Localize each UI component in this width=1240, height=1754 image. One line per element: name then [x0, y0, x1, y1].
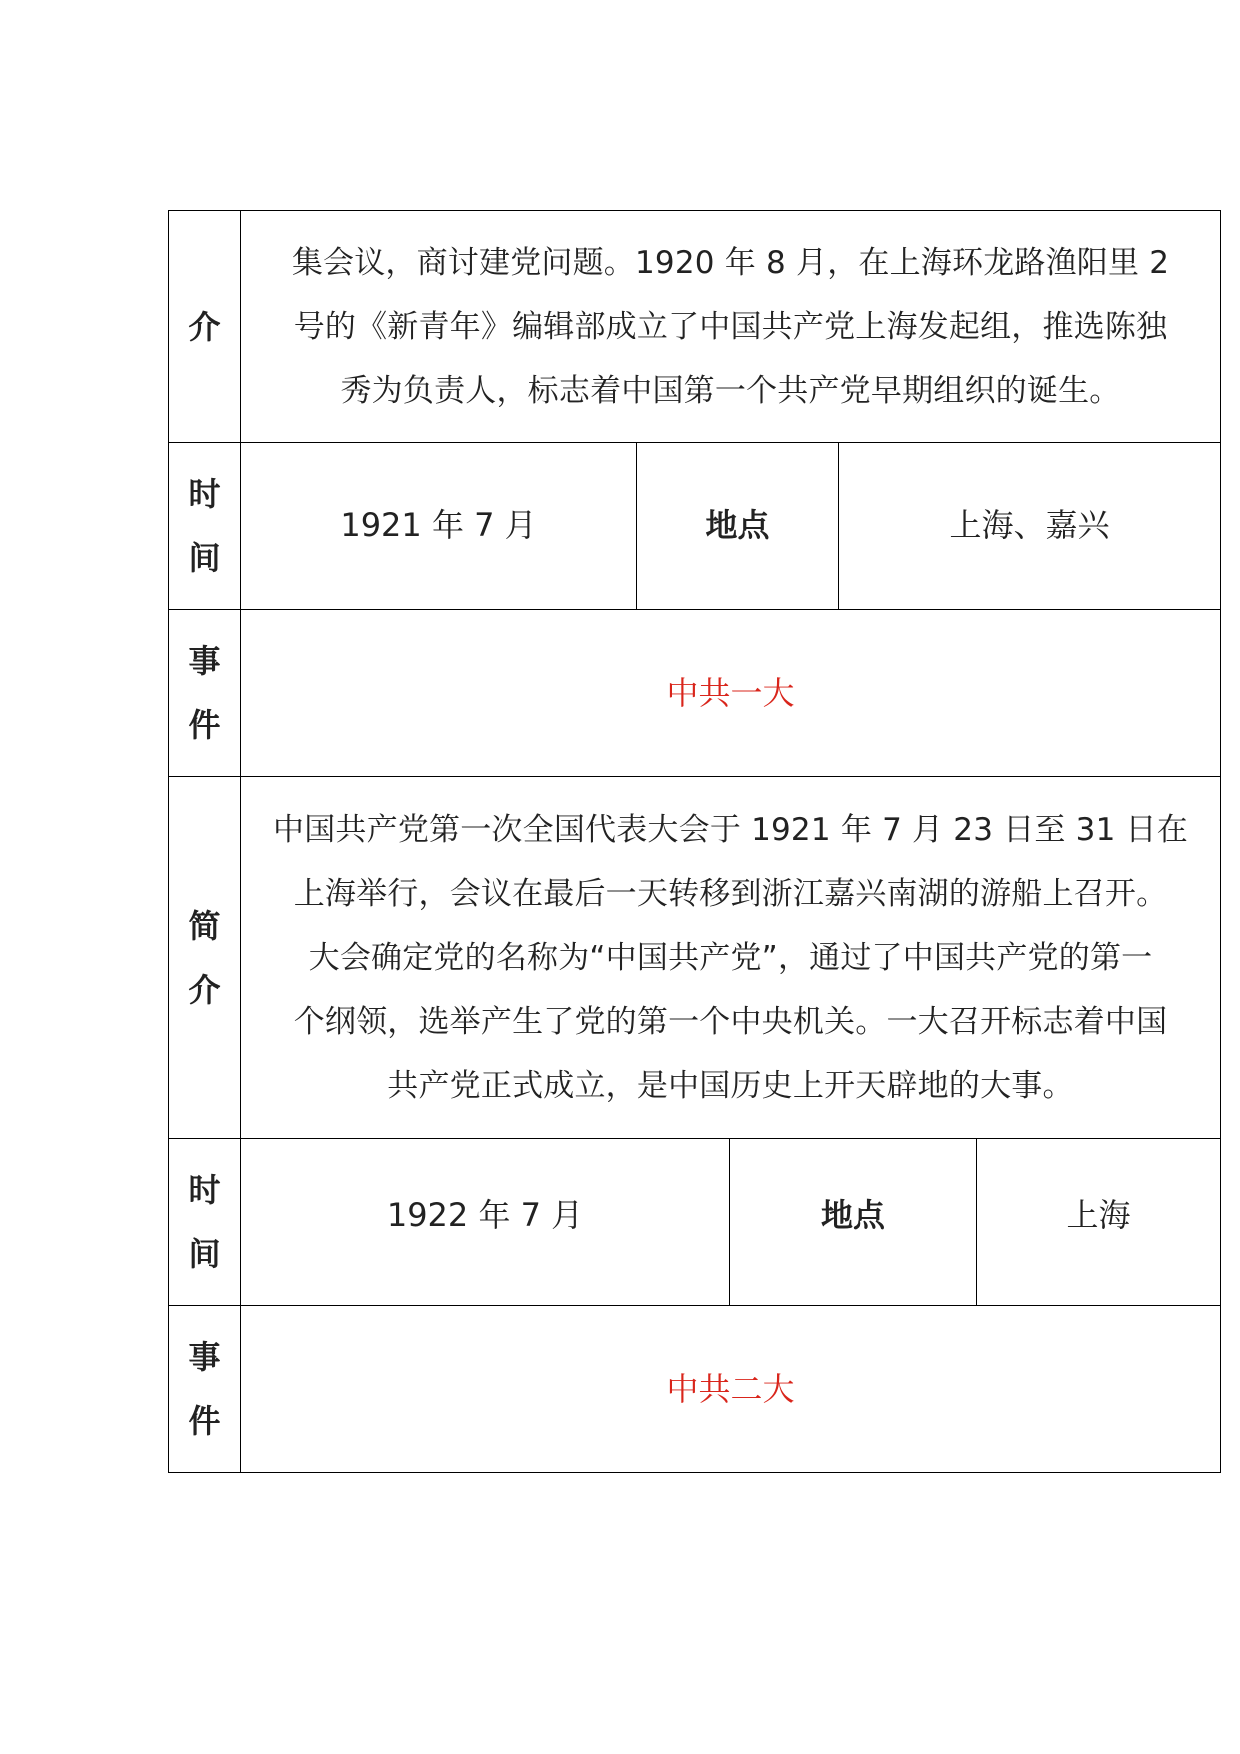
row-header-time-2 [169, 1139, 241, 1305]
place-value-2: 上海 [977, 1139, 1221, 1305]
paragraph-line: 共产党正式成立，是中国历史上开天辟地的大事。 [387, 1067, 1074, 1104]
table-row-time-1 [169, 443, 1221, 610]
place-label-1: 地点 [637, 443, 839, 609]
header-char: 件 [188, 706, 221, 744]
table-row-event-1 [169, 610, 1221, 777]
intro-paragraph-1 [241, 211, 1221, 442]
row-header-time-1 [169, 443, 241, 609]
date-value-2: 1922 年 7 月 [241, 1139, 730, 1305]
header-char: 间 [188, 1235, 221, 1273]
paragraph-line: 秀为负责人，标志着中国第一个共产党早期组织的诞生。 [340, 372, 1121, 409]
date-value-1: 1921 年 7 月 [241, 443, 637, 609]
header-char: 简 [188, 906, 221, 945]
header-char: 介 [188, 970, 221, 1009]
paragraph-line: 集会议，商讨建党问题。1920 年 8 月，在上海环龙路渔阳里 2 [291, 244, 1170, 281]
paragraph-line: 个纲领，选举产生了党的第一个中央机关。一大召开标志着中国 [293, 1003, 1168, 1040]
paragraph-line: 上海举行，会议在最后一天转移到浙江嘉兴南湖的游船上召开。 [293, 875, 1168, 912]
paragraph-line: 中国共产党第一次全国代表大会于 1921 年 7 月 23 日至 31 日在 [273, 811, 1188, 848]
intro-paragraph-2 [241, 777, 1221, 1138]
header-char: 事 [188, 642, 221, 680]
header-char: 件 [188, 1402, 221, 1440]
row-header-intro-1 [169, 211, 241, 442]
table-row-event-2 [169, 1306, 1221, 1473]
event-cell-2 [241, 1306, 1221, 1472]
row-header-event-2 [169, 1306, 241, 1472]
table-row-intro-1 [169, 211, 1221, 443]
event-cell-1 [241, 610, 1221, 776]
event-title-1: 中共一大 [666, 674, 795, 712]
paragraph-line: 号的《新青年》编辑部成立了中国共产党上海发起组，推选陈独 [293, 308, 1168, 345]
table-row-time-2 [169, 1139, 1221, 1306]
paragraph-line: 大会确定党的名称为“中国共产党”，通过了中国共产党的第一 [308, 939, 1153, 976]
place-label-2: 地点 [730, 1139, 977, 1305]
header-char: 时 [188, 475, 221, 513]
row-header-event-1 [169, 610, 241, 776]
header-char: 时 [188, 1171, 221, 1209]
row-header-intro-2 [169, 777, 241, 1138]
header-char: 介 [188, 307, 221, 346]
header-char: 事 [188, 1338, 221, 1376]
header-char: 间 [188, 539, 221, 577]
event-title-2: 中共二大 [666, 1370, 795, 1408]
history-table [168, 210, 1221, 1473]
place-value-1: 上海、嘉兴 [839, 443, 1221, 609]
table-row-intro-2 [169, 777, 1221, 1139]
